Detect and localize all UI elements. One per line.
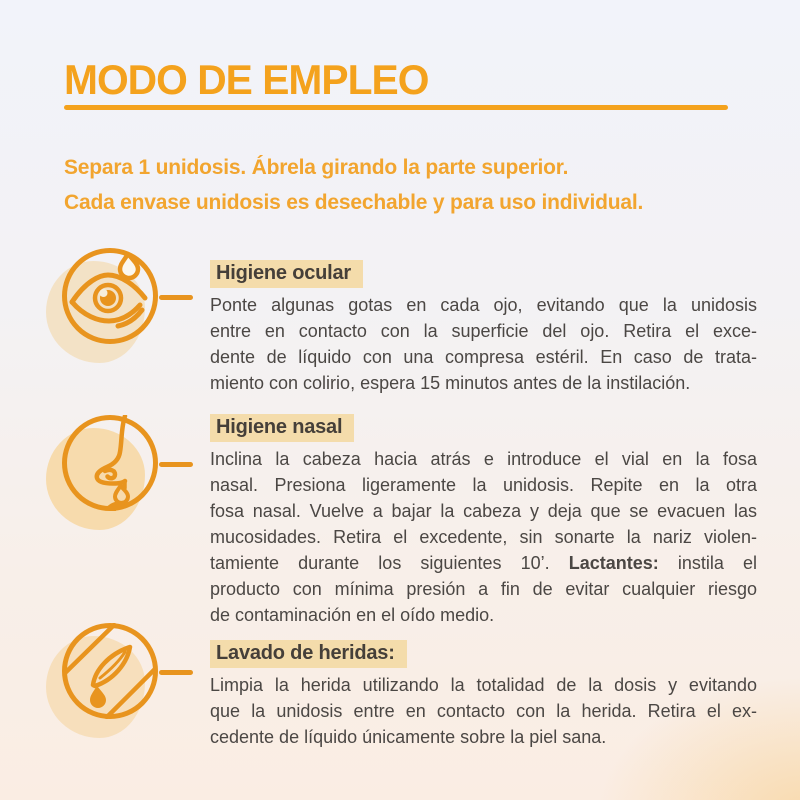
body-line: fosa nasal. Vuelve a bajar la cabeza y deja que se evacuen las xyxy=(210,501,757,521)
section-body xyxy=(210,292,757,396)
icon-connector-line xyxy=(159,462,193,467)
body-line: Inclina la cabeza hacia atrás e introduce el vial en la fosa xyxy=(210,449,757,469)
page-title: MODO DE EMPLEO xyxy=(64,56,429,103)
body-line: dente de líquido con una compresa estéril. En caso de trata- xyxy=(210,347,757,367)
section-text xyxy=(210,640,757,750)
intro-line-2: Cada envase unidosis es desechable y para uso individual. xyxy=(64,191,644,214)
nose-drop-icon xyxy=(62,415,158,511)
body-line: que la unidosis entre en contacto con la herida. Retira el ex- xyxy=(210,701,757,721)
section-text xyxy=(210,414,757,628)
intro-line-1: Separa 1 unidosis. Ábrela girando la parte superior. xyxy=(64,156,569,179)
title-underline xyxy=(64,105,728,110)
body-line: Ponte algunas gotas en cada ojo, evitando que la unidosis xyxy=(210,295,757,315)
body-line: tamiente durante los siguientes 10’. Lactantes: instila el xyxy=(210,553,757,573)
section-text xyxy=(210,260,757,396)
section-body xyxy=(210,446,757,628)
intro-text xyxy=(64,150,643,220)
body-line: cedente de líquido únicamente sobre la piel sana. xyxy=(210,727,607,747)
wound-icon-wrap xyxy=(46,623,196,753)
wound-drop-icon xyxy=(62,623,158,719)
eye-icon-wrap xyxy=(46,248,196,378)
body-line: de contaminación en el oído medio. xyxy=(210,605,495,625)
eye-drop-icon xyxy=(62,248,158,344)
body-line: producto con mínima presión a fin de evitar cualquier riesgo xyxy=(210,579,757,599)
body-line: Limpia la herida utilizando la totalidad de la dosis y evitando xyxy=(210,675,757,695)
nose-icon-wrap xyxy=(46,415,196,545)
section-heading: Lavado de heridas: xyxy=(210,640,407,668)
body-line: mucosidades. Retira el excedente, sin sonarte la nariz violen- xyxy=(210,527,757,547)
body-line: miento con colirio, espera 15 minutos antes de la instilación. xyxy=(210,373,691,393)
icon-connector-line xyxy=(159,670,193,675)
section-heading: Higiene nasal xyxy=(210,414,354,442)
icon-connector-line xyxy=(159,295,193,300)
body-line: entre en contacto con la superficie del ojo. Retira el exce- xyxy=(210,321,757,341)
section-body xyxy=(210,672,757,750)
body-line: nasal. Presiona ligeramente la unidosis. Repite en la otra xyxy=(210,475,757,495)
section-heading: Higiene ocular xyxy=(210,260,363,288)
